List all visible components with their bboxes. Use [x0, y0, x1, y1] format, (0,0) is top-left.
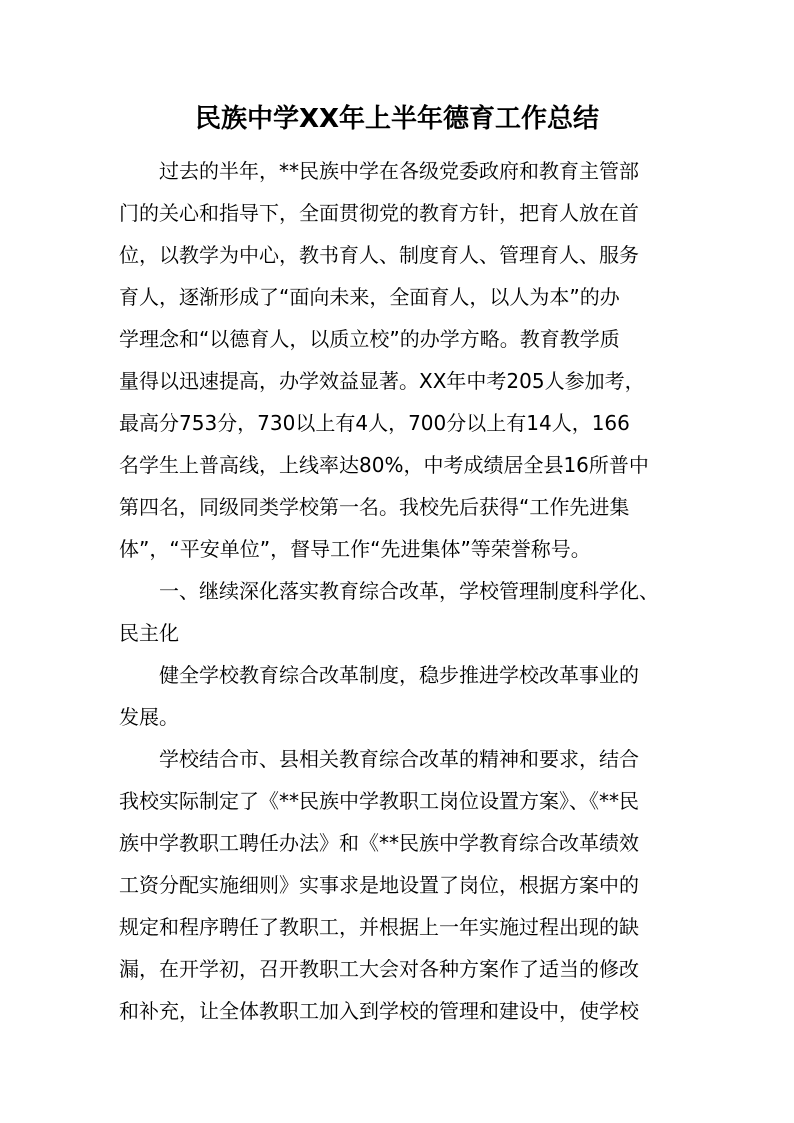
- section-heading-continued: 民主化: [119, 621, 179, 645]
- section-heading: 一、继续深化落实教育综合改革，学校管理制度科学化、: [159, 579, 659, 603]
- text-line: 名学生上普高线，上线率达80%，中考成绩居全县16所普中: [119, 453, 649, 477]
- text-line: 规定和程序聘任了教职工，并根据上一年实施过程出现的缺: [119, 915, 639, 939]
- text-line: 族中学教职工聘任办法》和《**民族中学教育综合改革绩效: [119, 831, 639, 855]
- text-line: 学校结合市、县相关教育综合改革的精神和要求，结合: [159, 747, 639, 771]
- text-line: 和补充，让全体教职工加入到学校的管理和建设中，使学校: [119, 999, 639, 1023]
- text-line: 我校实际制定了《**民族中学教职工岗位设置方案》、《**民: [119, 789, 639, 813]
- text-line: 学理念和“以德育人，以质立校”的办学方略。教育教学质: [119, 327, 620, 351]
- text-line: 漏，在开学初，召开教职工大会对各种方案作了适当的修改: [119, 957, 639, 981]
- text-line: 工资分配实施细则》实事求是地设置了岗位，根据方案中的: [119, 873, 639, 897]
- text-line: 发展。: [119, 705, 179, 729]
- text-line: 门的关心和指导下，全面贯彻党的教育方针，把育人放在首: [119, 201, 639, 225]
- text-line: 量得以迅速提高，办学效益显著。XX年中考205人参加考，: [119, 369, 645, 393]
- text-line: 最高分753分，730以上有4人，700分以上有14人，166: [119, 411, 630, 435]
- document-title: 民族中学XX年上半年德育工作总结: [194, 104, 600, 134]
- text-line: 健全学校教育综合改革制度，稳步推进学校改革事业的: [159, 663, 639, 687]
- text-line: 体”，“平安单位”，督导工作“先进集体”等荣誉称号。: [119, 537, 591, 561]
- text-line: 过去的半年，**民族中学在各级党委政府和教育主管部: [159, 159, 639, 183]
- text-line: 第四名，同级同类学校第一名。我校先后获得“工作先进集: [119, 495, 630, 519]
- text-line: 育人，逐渐形成了“面向未来，全面育人，以人为本”的办: [119, 285, 620, 309]
- text-line: 位，以教学为中心，教书育人、制度育人、管理育人、服务: [119, 243, 639, 267]
